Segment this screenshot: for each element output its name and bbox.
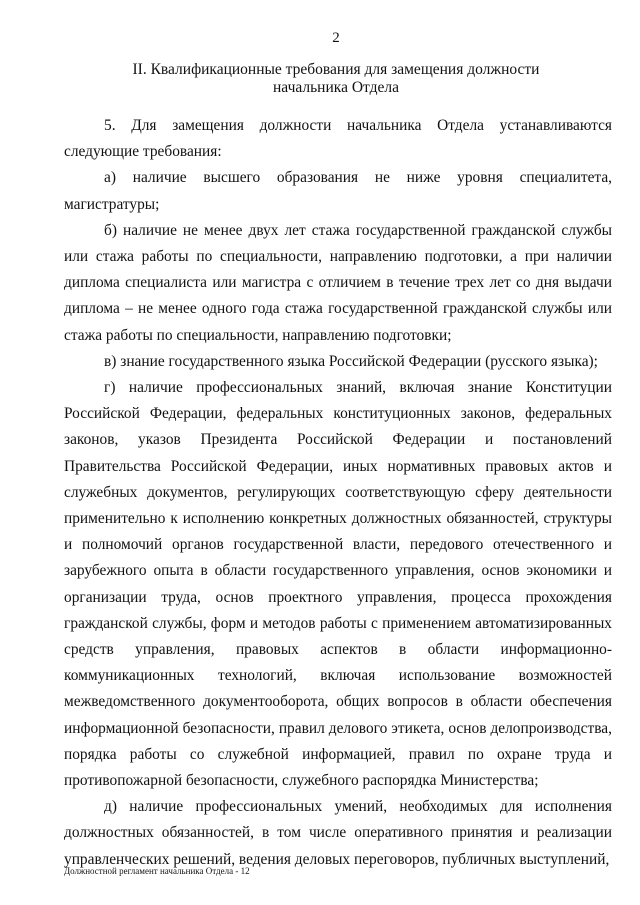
document-footer: Должностной регламент начальника Отдела - 12 xyxy=(64,866,250,876)
page-number: 2 xyxy=(332,30,340,46)
paragraph-d: д) наличие профессиональных умений, необходимых для исполнения должностных обязанностей, в том числе оперативного принятия и реализации управленческих решений, ведения деловых переговоров, публичных выступлений, xyxy=(64,798,612,868)
paragraph-intro: 5. Для замещения должности начальника Отдела устанавливаются следующие требования: xyxy=(64,117,612,161)
paragraph-v: в) знание государственного языка Российской Федерации (русского языка); xyxy=(104,352,598,370)
paragraph-b: б) наличие не менее двух лет стажа государственной гражданской службы или стажа работы по специальности, направлению подготовки, а при наличии диплома специалиста или магистра с отличием в течение трех лет со дня выдачи диплома – не менее одного года стажа государственной гражданской службы или стажа работы по специальности, направлению подготовки; xyxy=(64,221,612,344)
paragraph-a: а) наличие высшего образования не ниже уровня специалитета, магистратуры; xyxy=(64,169,612,213)
document-body xyxy=(64,113,612,873)
section-heading xyxy=(100,61,572,97)
section-heading-line-1: II. Квалификационные требования для замещения должности xyxy=(132,61,540,78)
paragraph-g: г) наличие профессиональных знаний, включая знание Конституции Российской Федерации, федеральных конституционных законов, федеральных законов, указов Президента Российской Федерации и постановлений Правительства Российской Федерации, иных нормативных правовых актов и служебных документов, регулирующих соответствующую сферу деятельности применительно к исполнению конкретных должностных обязанностей, структуры и полномочий органов государственной власти, передового отечественного и зарубежного опыта в области государственного управления, основ экономики и организации труда, основ проектного управления, процесса прохождения гражданской службы, форм и методов работы с применением автоматизированных средств управления, правовых аспектов в области информационно-коммуникационных технологий, включая использование возможностей межведомственного документооборота, общих вопросов в области обеспечения информационной безопасности, правил делового этикета, основ делопроизводства, порядка работы со служебной информацией, правил по охране труда и противопожарной безопасности, служебного распорядка Министерства; xyxy=(64,379,612,790)
section-heading-line-2: начальника Отдела xyxy=(273,79,399,96)
